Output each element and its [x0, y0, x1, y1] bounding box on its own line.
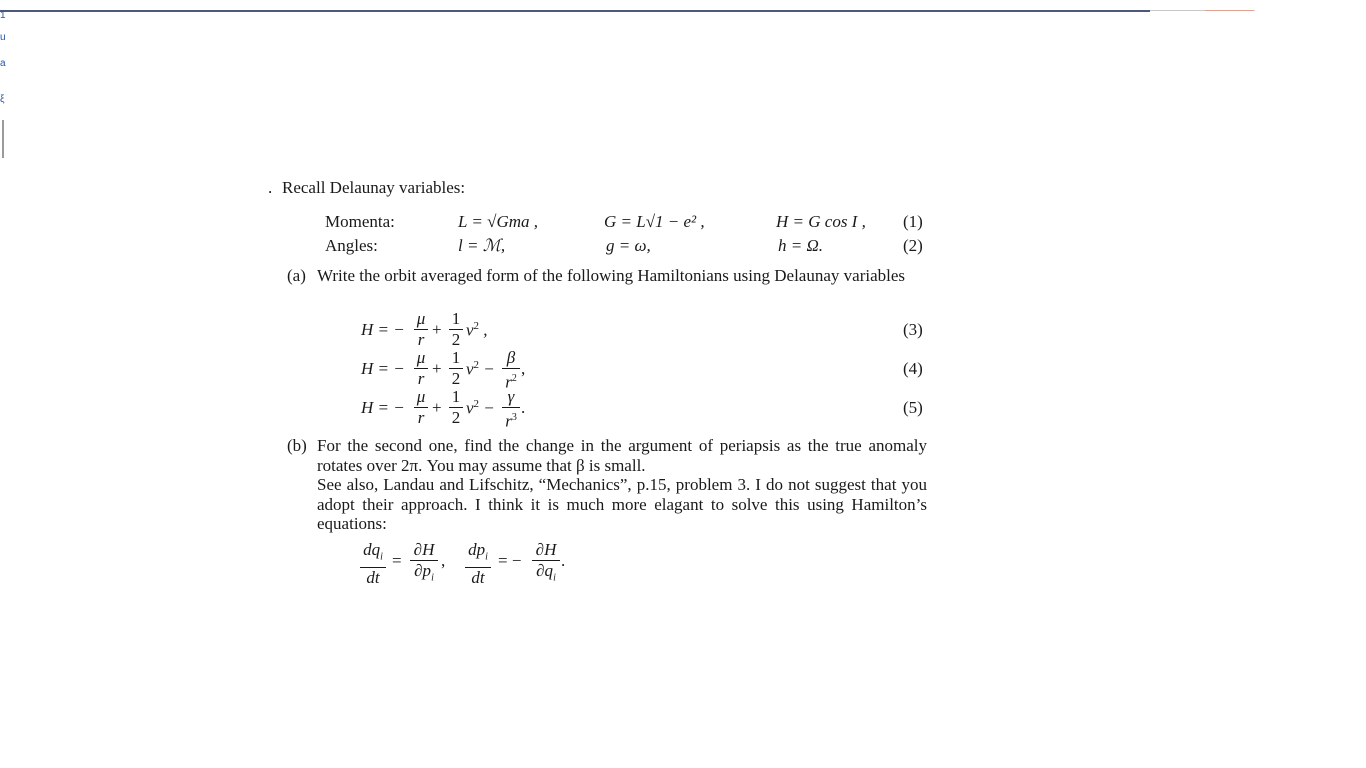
eq-l: l = ℳ, [458, 236, 506, 255]
part-b-paragraph-1: For the second one, find the change in the argument of periapsis as the true anomaly rotates over 2π. You may assume that β is small. [317, 436, 927, 475]
eq-g: g = ω, [606, 236, 651, 255]
equation-number: (4) [903, 359, 923, 378]
part-b-text [317, 436, 927, 534]
momenta-label: Momenta: [325, 212, 395, 231]
equation-number: (3) [903, 320, 923, 339]
equation-number: (1) [903, 212, 923, 231]
eq-h: h = Ω. [778, 236, 824, 255]
document-page: . Recall Delaunay variables: Momenta: L = √Gma , G = L√1 − e² , H = G cos I , (1) Angles: l = ℳ, g = ω, h = Ω. (2) (a) Write the orbit averaged form of the following Hamiltonians using Delaunay variables H = − μ r + 1 2 $v^2$ , (3) H = − μ r + 1 2 $v^2$ − β $r^2$ , (4) H = − μ r + 1 2 $v^2$ − γ $r^3$ . (5) (b) For the second one, find the change in the argument of periapsis as the true anomaly rotates over 2π. You may assume that β is small. See also, Landau and Lifschitz, “Mechanics”, p.15, problem 3. I do not suggest that you adopt their approach. I think it is much more elagant to solve this using Hamilton’s equations: $dq_i$ dt = ∂H $\partial p_i$ , $dp_i$ dt = − ∂H $\partial q_i$ . [268, 178, 927, 588]
eq-L: L = √Gma , [458, 212, 539, 231]
part-a-paragraph: Write the orbit averaged form of the following Hamiltonians using Delaunay variables [317, 266, 906, 285]
strip-glyph: a [0, 58, 6, 69]
part-b-label: (b) [287, 436, 307, 455]
bullet: . [268, 178, 273, 197]
part-a-label: (a) [287, 266, 306, 285]
equation-number: (5) [903, 398, 923, 417]
strip-glyph: 1 [0, 10, 6, 21]
intro-text: Recall Delaunay variables: [282, 178, 466, 197]
eq-G: G = L√1 − e² , [604, 212, 705, 231]
part-a-text [317, 266, 927, 286]
strip-glyph: u [0, 32, 6, 43]
strip-glyph: ξ [0, 94, 5, 105]
eq-H: H = G cos I , [776, 212, 866, 231]
equation-number: (2) [903, 236, 923, 255]
angles-label: Angles: [325, 236, 378, 255]
part-b-paragraph-2: See also, Landau and Lifschitz, “Mechanics”, p.15, problem 3. I do not suggest that you adopt their approach. I think it is much more elagant to solve this using Hamilton’s equations: [317, 475, 927, 533]
